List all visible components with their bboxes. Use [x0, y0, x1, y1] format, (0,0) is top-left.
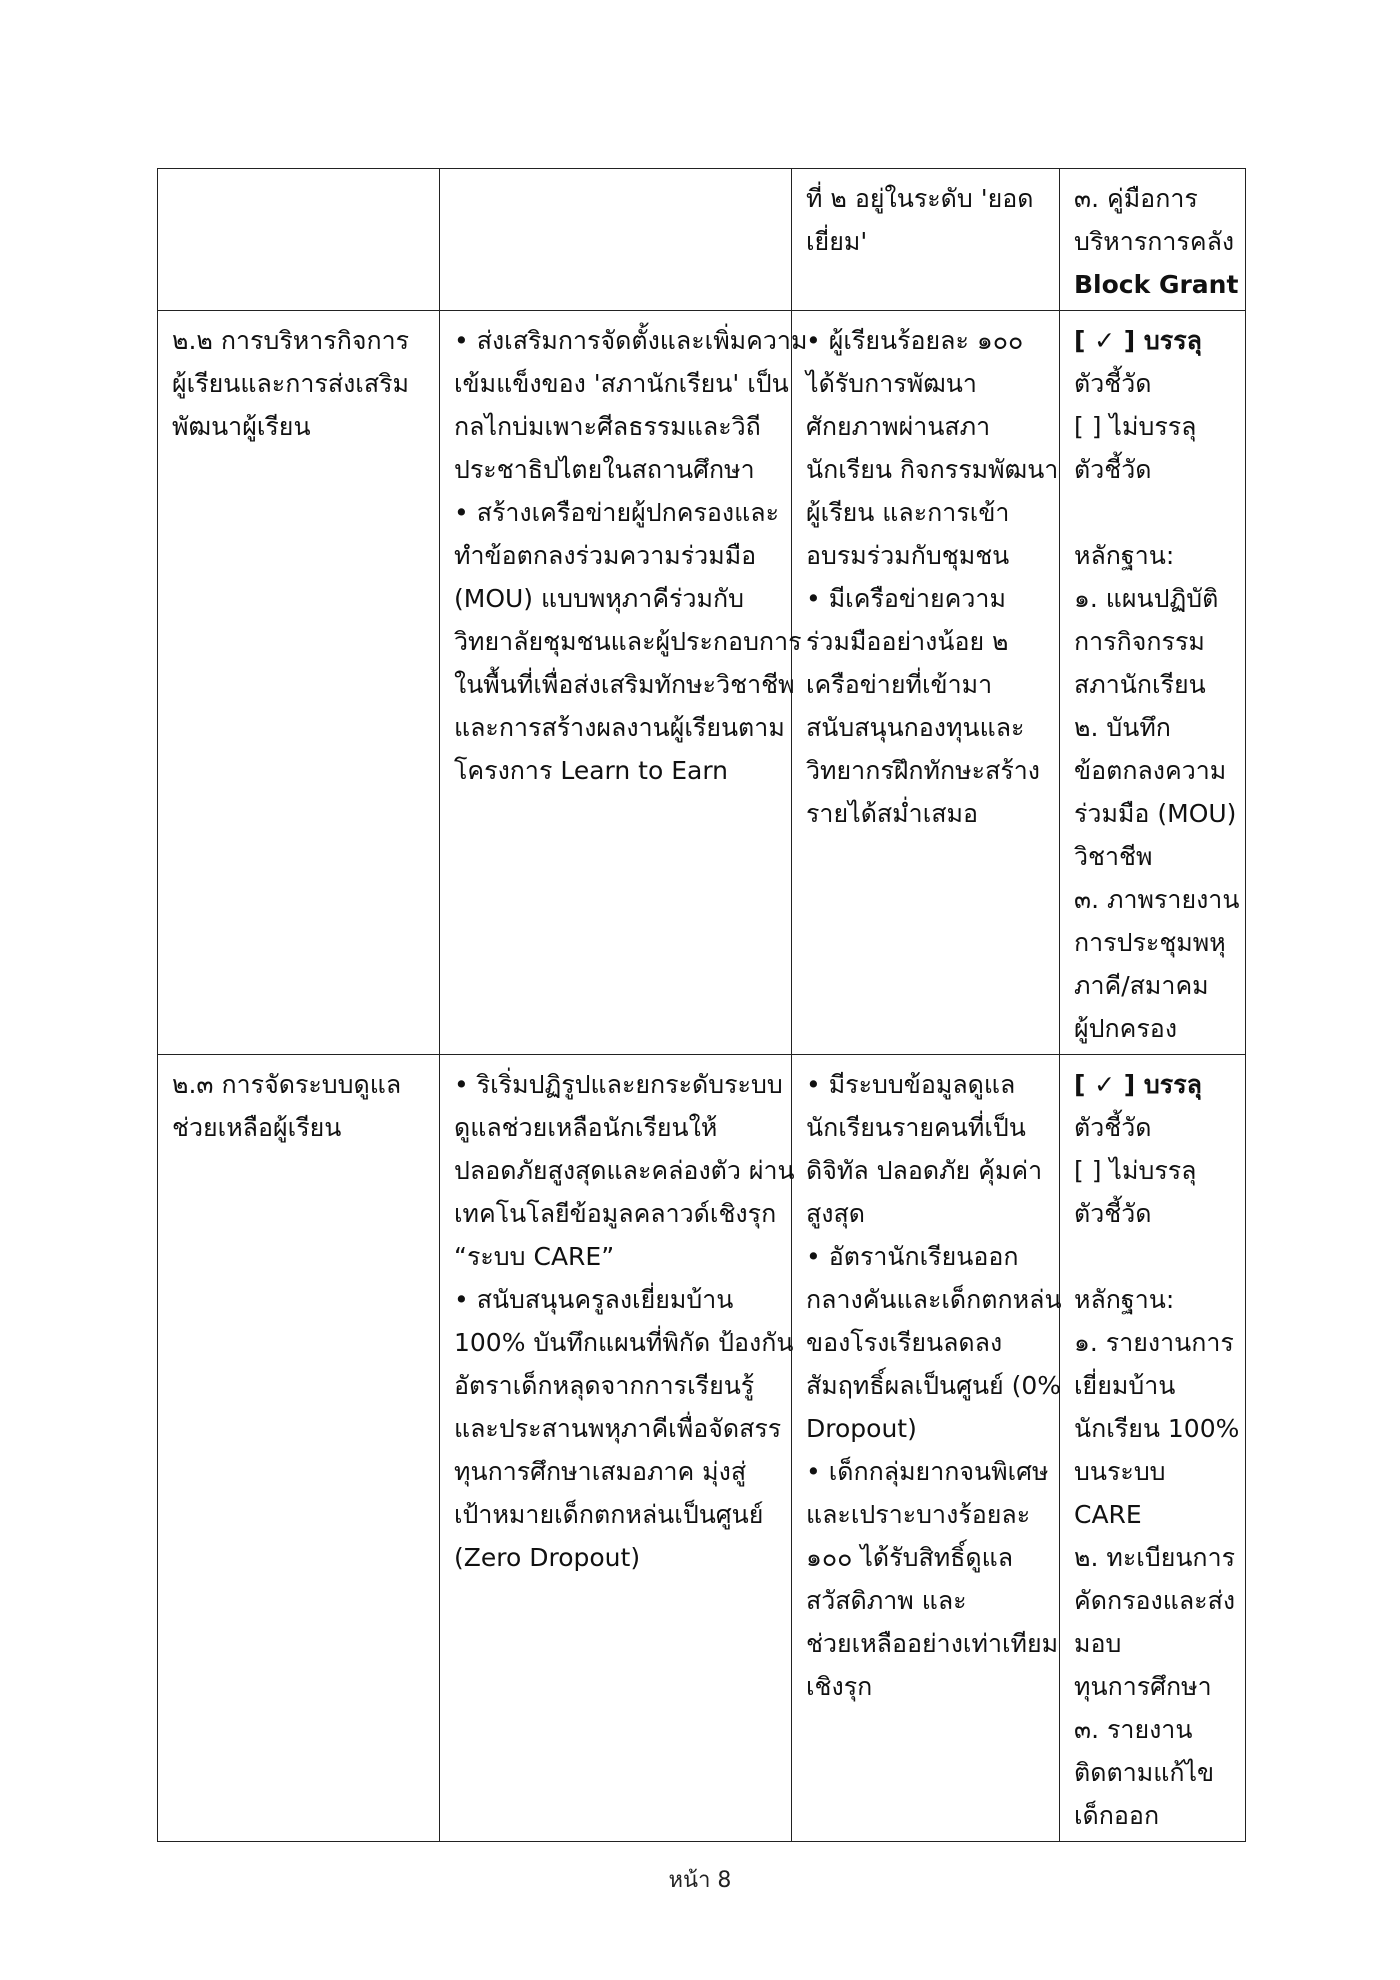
text-line: หลักฐาน: — [1074, 541, 1175, 570]
text-line: ร่วมมือ (MOU) — [1074, 799, 1237, 828]
achieved-checkbox[interactable]: [ ✓ ] บรรลุ — [1074, 1070, 1202, 1099]
achieved-checkbox[interactable]: [ ✓ ] บรรลุ — [1074, 326, 1202, 355]
text-line: การกิจกรรม — [1074, 627, 1205, 656]
cell-result — [792, 1055, 1060, 1842]
text-line: ช่วยเหลือผู้เรียน — [172, 1113, 342, 1142]
text-line: นักเรียน 100% — [1074, 1414, 1240, 1443]
text-line: ๑. รายงานการ — [1074, 1328, 1234, 1357]
text-line: วิทยาลัยชุมชนและผู้ประกอบการ — [454, 627, 802, 656]
text-line: ๒.๓ การจัดระบบดูแล — [172, 1070, 402, 1099]
not-achieved-label: ตัวชี้วัด — [1074, 1199, 1152, 1228]
text-line: ศักยภาพผ่านสภา — [806, 412, 991, 441]
text-line: Block Grant — [1074, 270, 1239, 299]
text-line: พัฒนาผู้เรียน — [172, 412, 311, 441]
text-line: • เด็กกลุ่มยากจนพิเศษ — [806, 1457, 1049, 1486]
cell-evidence — [1060, 169, 1246, 311]
achieved-label: ตัวชี้วัด — [1074, 369, 1152, 398]
text-line: สภานักเรียน — [1074, 670, 1206, 699]
not-achieved-checkbox[interactable]: [ ] ไม่บรรลุ — [1074, 1156, 1197, 1185]
text-line: ทำข้อตกลงร่วมความร่วมมือ — [454, 541, 757, 570]
text-line: อัตราเด็กหลุดจากการเรียนรู้ — [454, 1371, 755, 1400]
text-line: กลางคันและเด็กตกหล่น — [806, 1285, 1062, 1314]
text-line: • สนับสนุนครูลงเยี่ยมบ้าน — [454, 1285, 734, 1314]
text-line: • ผู้เรียนร้อยละ ๑๐๐ — [806, 326, 1024, 355]
text-line: • อัตรานักเรียนออก — [806, 1242, 1019, 1271]
text-line: • มีระบบข้อมูลดูแล — [806, 1070, 1016, 1099]
text-line: การประชุมพหุ — [1074, 928, 1226, 957]
spacer — [1074, 1235, 1233, 1278]
text-line: เชิงรุก — [806, 1672, 873, 1701]
cell-activity — [440, 169, 792, 311]
text-line: Dropout) — [806, 1414, 917, 1443]
text-line: ๒. ทะเบียนการ — [1074, 1543, 1236, 1572]
cell-evidence — [1060, 1055, 1246, 1842]
cell-topic — [158, 1055, 440, 1842]
text-line: เป้าหมายเด็กตกหล่นเป็นศูนย์ — [454, 1500, 764, 1529]
text-line: หลักฐาน: — [1074, 1285, 1175, 1314]
text-line: ช่วยเหลืออย่างเท่าเทียม — [806, 1629, 1059, 1658]
cell-result — [792, 311, 1060, 1055]
cell-topic — [158, 169, 440, 311]
text-line: ในพื้นที่เพื่อส่งเสริมทักษะวิชาชีพ — [454, 670, 795, 699]
text-line: และประสานพหุภาคีเพื่อจัดสรร — [454, 1414, 782, 1443]
text-line: ๓. รายงาน — [1074, 1715, 1193, 1744]
text-line: ปลอดภัยสูงสุดและคล่องตัว ผ่าน — [454, 1156, 795, 1185]
text-line: นักเรียนรายคนที่เป็น — [806, 1113, 1026, 1142]
text-line: วิชาชีพ — [1074, 842, 1153, 871]
achieved-label: ตัวชี้วัด — [1074, 1113, 1152, 1142]
table-row — [158, 311, 1246, 1055]
page-number: หน้า 8 — [668, 1868, 732, 1893]
cell-activity — [440, 1055, 795, 1842]
cell-evidence — [1060, 311, 1246, 1055]
spacer — [1074, 491, 1233, 534]
text-line: ร่วมมืออย่างน้อย ๒ — [806, 627, 1009, 656]
text-line: ๑. แผนปฏิบัติ — [1074, 584, 1219, 613]
text-line: ผู้เรียน และการเข้า — [806, 498, 1010, 527]
text-line: ได้รับการพัฒนา — [806, 369, 977, 398]
text-line: (MOU) แบบพหุภาคีร่วมกับ — [454, 584, 745, 613]
text-line: • มีเครือข่ายความ — [806, 584, 1006, 613]
text-line: ภาคี/สมาคม — [1074, 971, 1209, 1000]
text-line: “ระบบ CARE” — [454, 1242, 615, 1271]
text-line: สัมฤทธิ์ผลเป็นศูนย์ (0% — [806, 1371, 1062, 1400]
text-line: ๓. คู่มือการ — [1074, 184, 1198, 213]
text-line: • ส่งเสริมการจัดตั้งและเพิ่มความ — [454, 326, 808, 355]
cell-topic — [158, 311, 440, 1055]
text-line: เยี่ยมบ้าน — [1074, 1371, 1176, 1400]
text-line: สนับสนุนกองทุนและ — [806, 713, 1025, 742]
report-table — [157, 168, 1246, 1842]
text-line: ติดตามแก้ไข — [1074, 1758, 1215, 1787]
text-line: เด็กออก — [1074, 1801, 1160, 1830]
text-line: รายได้สม่ำเสมอ — [806, 799, 978, 828]
evidence-list — [1074, 1278, 1240, 1837]
text-line: ๓. ภาพรายงาน — [1074, 885, 1240, 914]
text-line: เยี่ยม' — [806, 227, 868, 256]
text-line: บนระบบ — [1074, 1457, 1166, 1486]
text-line: โครงการ Learn to Earn — [454, 756, 728, 785]
text-line: ผู้เรียนและการส่งเสริม — [172, 369, 409, 398]
evidence-list — [1074, 534, 1240, 1050]
not-achieved-checkbox[interactable]: [ ] ไม่บรรลุ — [1074, 412, 1197, 441]
text-line: ๑๐๐ ได้รับสิทธิ์ดูแล — [806, 1543, 1014, 1572]
text-line: • ริเริ่มปฏิรูปและยกระดับระบบ — [454, 1070, 783, 1099]
text-line: ทุนการศึกษา — [1074, 1672, 1212, 1701]
text-line: เข้มแข็งของ 'สภานักเรียน' เป็น — [454, 369, 789, 398]
text-line: ที่ ๒ อยู่ในระดับ 'ยอด — [806, 184, 1034, 213]
text-line: (Zero Dropout) — [454, 1543, 641, 1572]
text-line: เครือข่ายที่เข้ามา — [806, 670, 993, 699]
text-line: มอบ — [1074, 1629, 1122, 1658]
text-line: และเปราะบางร้อยละ — [806, 1500, 1031, 1529]
text-line: คัดกรองและส่ง — [1074, 1586, 1236, 1615]
text-line: อบรมร่วมกับชุมชน — [806, 541, 1010, 570]
text-line: เทคโนโลยีข้อมูลคลาวด์เชิงรุก — [454, 1199, 777, 1228]
text-line: ผู้ปกครอง — [1074, 1014, 1178, 1043]
text-line: และการสร้างผลงานผู้เรียนตาม — [454, 713, 785, 742]
table-row — [158, 1055, 1246, 1842]
text-line: ๒. บันทึก — [1074, 713, 1171, 742]
cell-activity — [440, 311, 808, 1055]
text-line: ดูแลช่วยเหลือนักเรียนให้ — [454, 1113, 718, 1142]
text-line: 100% บันทึกแผนที่พิกัด ป้องกัน — [454, 1328, 794, 1357]
text-line: CARE — [1074, 1500, 1142, 1529]
table-row — [158, 169, 1246, 311]
text-line: ข้อตกลงความ — [1074, 756, 1227, 785]
text-line: ดิจิทัล ปลอดภัย คุ้มค่า — [806, 1156, 1043, 1185]
text-line: ประชาธิปไตยในสถานศึกษา — [454, 455, 755, 484]
text-line: ทุนการศึกษาเสมอภาค มุ่งสู่ — [454, 1457, 747, 1486]
text-line: ของโรงเรียนลดลง — [806, 1328, 1003, 1357]
text-line: สวัสดิภาพ และ — [806, 1586, 967, 1615]
text-line: วิทยากรฝึกทักษะสร้าง — [806, 756, 1041, 785]
text-line: ๒.๒ การบริหารกิจการ — [172, 326, 410, 355]
text-line: นักเรียน กิจกรรมพัฒนา — [806, 455, 1059, 484]
not-achieved-label: ตัวชี้วัด — [1074, 455, 1152, 484]
text-line: สูงสุด — [806, 1199, 865, 1228]
text-line: • สร้างเครือข่ายผู้ปกครองและ — [454, 498, 779, 527]
text-line: บริหารการคลัง — [1074, 227, 1235, 256]
text-line: กลไกบ่มเพาะศีลธรรมและวิถี — [454, 412, 761, 441]
cell-result — [792, 169, 1060, 311]
